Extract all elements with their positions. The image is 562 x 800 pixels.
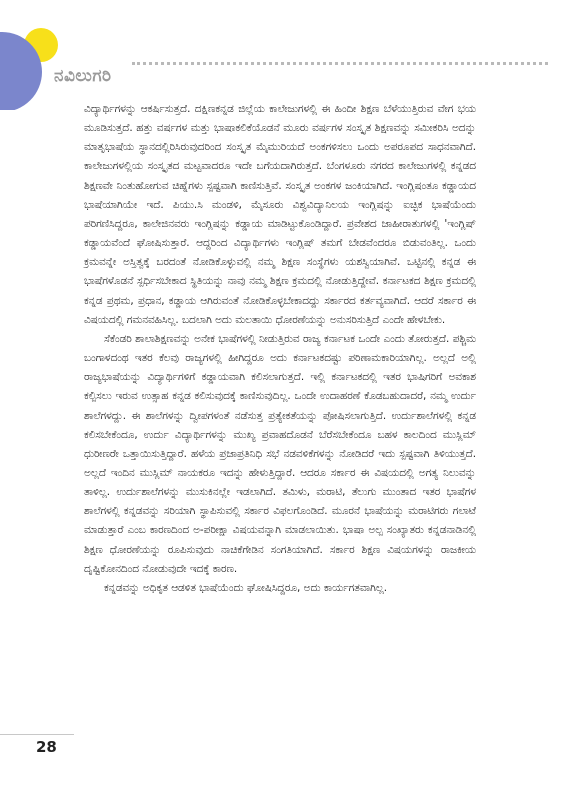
paragraph-3: ಕನ್ನಡವನ್ನು ಅಧಿಕೃತ ಆಡಳಿತ ಭಾಷೆಯೆಂದು ಘೋಷಿಸಿದ್ದರೂ, ಅದು ಕಾರ್ಯಗತವಾಗಿಲ್ಲ. [104, 581, 388, 594]
corner-decoration [0, 0, 80, 110]
paragraph-1: ವಿದ್ಯಾರ್ಥಿಗಳನ್ನು ಆಕರ್ಷಿಸುತ್ತದೆ. ದಕ್ಷಿಣಕನ್ನಡ ಜಿಲ್ಲೆಯ ಕಾಲೇಜುಗಳಲ್ಲಿ ಈ ಹಿಂದೀ ಶಿಕ್ಷಣ ಬೆಳೆಯುತ್ತಿರುವ ವೇಗ ಭಯ ಮೂಡಿಸುತ್ತದೆ. ಹತ್ತು ವರ್ಷಗಳ ಮತ್ತು ಭಾಷಾಕಲಿಕೆಯೊಡನೆ ಮೂರು ವರ್ಷಗಳ ಸಂಸ್ಕೃತ ಶಿಕ್ಷಣವನ್ನು ಸಮೀಕರಿಸಿ ಅದನ್ನು ಮಾತೃಭಾಷೆಯ ಸ್ಥಾನದಲ್ಲಿರಿಸಿರುವುದರಿಂದ ಸಂಸ್ಕೃತ ಮೈಮುರಿಯದೆ ಅಂಕಗಳಿಸಲು ಒಂದು ಅಪರೂಪದ ಸಾಧನವಾಗಿದೆ. ಕಾಲೇಜುಗಳಲ್ಲಿಯ ಸಂಸ್ಕೃತದ ಮಟ್ಟವಾದರೂ ಇದೇ ಬಗೆಯದಾಗಿರುತ್ತದೆ. ಬೆಂಗಳೂರು ನಗರದ ಕಾಲೇಜುಗಳಲ್ಲಿ ಕನ್ನಡದ ಶಿಕ್ಷಣವೇ ನಿಂತುಹೋಗುವ ಚಿಹ್ನೆಗಳು ಸ್ಪಷ್ಟವಾಗಿ ಕಾಣಿಸುತ್ತಿವೆ. ಸಂಸ್ಕೃತ ಅಂಕಗಳ ಜಂಕಿಯಾಗಿದೆ. ಇಂಗ್ಲಿಷಂತೂ ಕಡ್ಡಾಯದ ಭಾಷೆಯಾಗಿಯೇ ಇದೆ. ಪಿಯು.ಸಿ ಮಂಡಳಿ, ಮೈಸೂರು ವಿಶ್ವವಿದ್ಯಾನಿಲಯ ಇಂಗ್ಲಿಷನ್ನು ಐಚ್ಛಿಕ ಭಾಷೆಯೆಂದು ಪರಿಗಣಿಸಿದ್ದರೂ, ಕಾಲೇಜಿನವರು ಇಂಗ್ಲಿಷನ್ನು ಕಡ್ಡಾಯ ಮಾಡಿಟ್ಟುಕೊಂಡಿದ್ದಾರೆ. ಪ್ರವೇಶದ ಜಾಹೀರಾತುಗಳಲ್ಲಿ 'ಇಂಗ್ಲಿಷ್ ಕಡ್ಡಾಯವೆಂದೆ ಘೋಷಿಸುತ್ತಾರೆ. ಆದ್ದರಿಂದ ವಿದ್ಯಾರ್ಥಿಗಳು ಇಂಗ್ಲಿಷ್ ತಮಗೆ ಬೇಡವೆಂದರೂ ಬಿಡುವಂತಿಲ್ಲ. ಒಂದು ಕ್ರಮವನ್ನೇ ಅಸ್ತಿತ್ವಕ್ಕೆ ಬರದಂತೆ ನೋಡಿಕೊಳ್ಳುವಲ್ಲಿ ನಮ್ಮ ಶಿಕ್ಷಣ ಸಂಸ್ಥೆಗಳು ಯಶಸ್ವಿಯಾಗಿವೆ. ಒಟ್ಟಿನಲ್ಲಿ ಕನ್ನಡ ಈ ಭಾಷೆಗಳೊಡನೆ ಸ್ಪರ್ಧಿಸಬೇಕಾದ ಸ್ಥಿತಿಯನ್ನು ನಾವು ನಮ್ಮ ಶಿಕ್ಷಣ ಕ್ರಮದಲ್ಲಿ ನೋಡುತ್ತಿದ್ದೇವೆ. ಕರ್ನಾಟಕದ ಶಿಕ್ಷಣ ಕ್ರಮದಲ್ಲಿ ಕನ್ನಡ ಪ್ರಥಮ, ಪ್ರಧಾನ, ಕಡ್ಡಾಯ ಆಗಿರುವಂತೆ ನೋಡಿಕೊಳ್ಳಬೇಕಾದದ್ದು ಸರ್ಕಾರದ ಕರ್ತವ್ಯವಾಗಿದೆ. ಆದರೆ ಸರ್ಕಾರ ಈ ವಿಷಯದಲ್ಲಿ ಗಮನವಹಿಸಿಲ್ಲ. ಬದಲಾಗಿ ಅದು ಮಲತಾಯಿ ಧೋರಣೆಯನ್ನು ಅನುಸರಿಸುತ್ತಿದೆ ಎಂದೇ ಹೇಳಬೇಕು. [84, 103, 476, 326]
footer-rule [0, 734, 74, 735]
section-title: ನವಿಲುಗರಿ [54, 66, 112, 86]
page-number: 28 [36, 738, 57, 756]
article-body [84, 100, 476, 598]
paragraph-2: ಸೆಕೆಂಡರಿ ಶಾಲಾಶಿಕ್ಷಣವನ್ನು ಅನೇಕ ಭಾಷೆಗಳಲ್ಲಿ ನೀಡುತ್ತಿರುವ ರಾಜ್ಯ ಕರ್ನಾಟಕ ಒಂದೇ ಎಂದು ತೋರುತ್ತದೆ. ಪಶ್ಚಿಮ ಬಂಗಾಳದಂಥ ಇತರ ಕೆಲವು ರಾಜ್ಯಗಳಲ್ಲಿ ಹೀಗಿದ್ದರೂ ಅದು ಕರ್ನಾಟಕದಷ್ಟು ಪರಿಣಾಮಕಾರಿಯಾಗಿಲ್ಲ. ಅಲ್ಲದೆ ಅಲ್ಲಿ ರಾಜ್ಯಭಾಷೆಯನ್ನು ವಿದ್ಯಾರ್ಥಿಗಳಿಗೆ ಕಡ್ಡಾಯವಾಗಿ ಕಲಿಸಲಾಗುತ್ತದೆ. ಇಲ್ಲಿ ಕರ್ನಾಟಕದಲ್ಲಿ ಇತರ ಭಾಷಿಗರಿಗೆ ಅವಕಾಶ ಕಲ್ಪಿಸಲು ಇರುವ ಉತ್ಸಾಹ ಕನ್ನಡ ಕಲಿಸುವುದಕ್ಕೆ ಕಾಣಿಸುವುದಿಲ್ಲ. ಒಂದೇ ಉದಾಹರಣೆ ಕೊಡಬಹುದಾದರೆ, ನಮ್ಮ ಉರ್ದು ಶಾಲೆಗಳದ್ದು. ಈ ಶಾಲೆಗಳನ್ನು ದ್ವೀಪಗಳಂತೆ ನಡೆಸುತ್ತ ಪ್ರತ್ಯೇಕತೆಯನ್ನು ಪೋಷಿಸಲಾಗುತ್ತಿದೆ. ಉರ್ದುಶಾಲೆಗಳಲ್ಲಿ ಕನ್ನಡ ಕಲಿಸಬೇಕೆಂದೂ, ಉರ್ದು ವಿದ್ಯಾರ್ಥಿಗಳನ್ನು ಮುಖ್ಯ ಪ್ರವಾಹದೊಡನೆ ಬೆರೆಸಬೇಕೆಂದೂ ಬಹಳ ಕಾಲದಿಂದ ಮುಸ್ಲಿಮ್ ಧುರೀಣರೇ ಒತ್ತಾಯಿಸುತ್ತಿದ್ದಾರೆ. ಹಳೆಯ ಪ್ರಜಾಪ್ರತಿನಿಧಿ ಸಭೆ ನಡವಳಿಕೆಗಳನ್ನು ನೋಡಿದರೆ ಇದು ಸ್ಪಷ್ಟವಾಗಿ ತಿಳಿಯುತ್ತದೆ. ಅಲ್ಲದೆ ಇಂದಿನ ಮುಸ್ಲಿಮ್ ನಾಯಕರೂ ಇದನ್ನು ಹೇಳುತ್ತಿದ್ದಾರೆ. ಆದರೂ ಸರ್ಕಾರ ಈ ವಿಷಯದಲ್ಲಿ ಅಗತ್ಯ ನಿಲುವನ್ನು ತಾಳಿಲ್ಲ. ಉರ್ದುಶಾಲೆಗಳನ್ನು ಮುಸುಕಿನಲ್ಲೇ ಇಡಲಾಗಿದೆ. ತಮಿಳು, ಮರಾಟಿ, ತೆಲುಗು ಮುಂತಾದ ಇತರ ಭಾಷೆಗಳ ಶಾಲೆಗಳಲ್ಲಿ ಕನ್ನಡವನ್ನು ಸರಿಯಾಗಿ ಸ್ಥಾಪಿಸುವಲ್ಲಿ ಸರ್ಕಾರ ವಿಫಲಗೊಂಡಿದೆ. ಮೂರನೆ ಭಾಷೆಯನ್ನು ಮರಾಟಿಗರು ಗಲಾಟೆ ಮಾಡುತ್ತಾರೆ ಎಂಬ ಕಾರಣದಿಂದ ಅ-ಪರೀಕ್ಷಾ ವಿಷಯವನ್ನಾಗಿ ಮಾಡಲಾಯಿತು. ಭಾಷಾ ಅಲ್ಪ ಸಂಖ್ಯಾತರು ಕನ್ನಡನಾಡಿನಲ್ಲಿ ಶಿಕ್ಷಣ ಧೋರಣೆಯನ್ನು ರೂಪಿಸುವುದು ನಾಚಿಕೆಗೇಡಿನ ಸಂಗತಿಯಾಗಿದೆ. ಸರ್ಕಾರ ಶಿಕ್ಷಣ ವಿಷಯಗಳನ್ನು ರಾಜಕೀಯ ದೃಷ್ಟಿಕೋನದಿಂದ ನೋಡುವುದೇ ಇದಕ್ಕೆ ಕಾರಣ. [84, 332, 476, 575]
header-dotted-rule [132, 62, 548, 65]
